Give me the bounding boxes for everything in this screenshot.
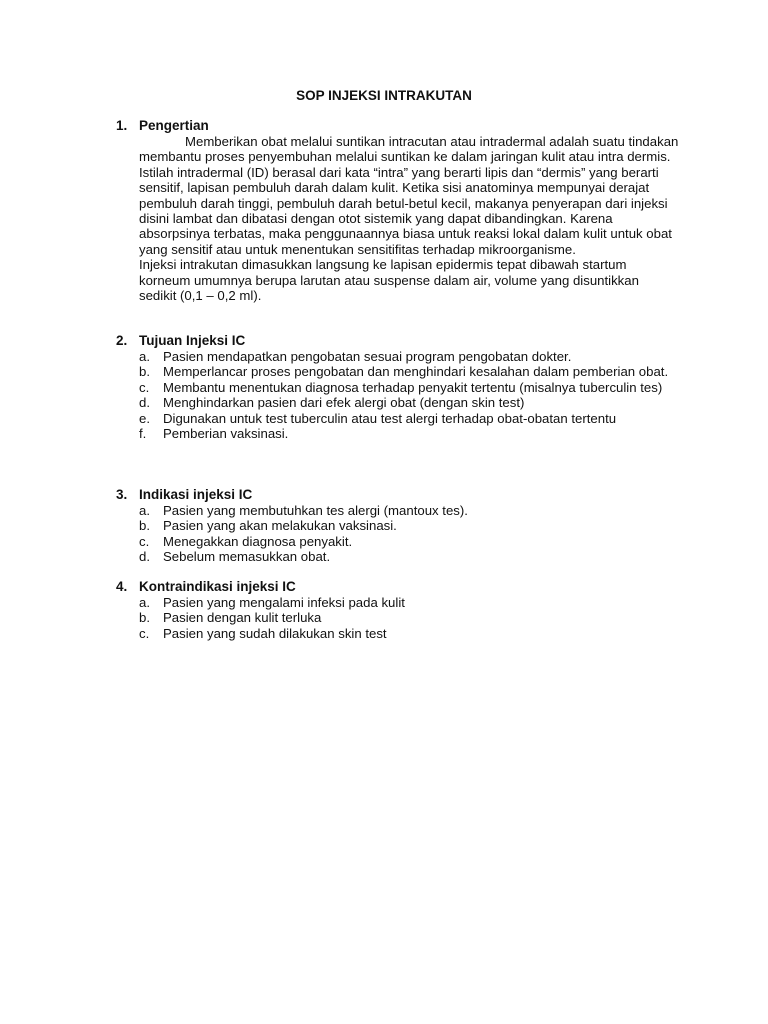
- section-body: [139, 134, 679, 303]
- section-number: 4.: [116, 579, 128, 594]
- list-item-text: Pasien yang mengalami infeksi pada kulit: [163, 595, 405, 610]
- section-title: Kontraindikasi injeksi IC: [139, 579, 296, 594]
- section-tujuan: [116, 333, 686, 441]
- list-item-text: Pasien dengan kulit terluka: [163, 610, 322, 626]
- section-kontraindikasi: [116, 579, 686, 641]
- list-item: [139, 380, 684, 395]
- list-item: [139, 349, 684, 364]
- list-marker: c.: [139, 625, 150, 641]
- list-marker: d.: [139, 549, 150, 565]
- list-item-text: Pasien yang membutuhkan tes alergi (mantoux tes).: [163, 503, 468, 518]
- list-item: [139, 411, 684, 426]
- paragraph: Injeksi intrakutan dimasukkan langsung ke lapisan epidermis tepat dibawah startum korneum umumnya berupa larutan atau suspense dalam air, volume yang disuntikkan sedikit (0,1 – 0,2 ml).: [139, 257, 639, 304]
- list-marker: a.: [139, 503, 150, 518]
- list-marker: c.: [139, 533, 150, 549]
- section-indikasi: [116, 487, 686, 565]
- document-title: SOP INJEKSI INTRAKUTAN: [296, 88, 472, 103]
- section-title: Tujuan Injeksi IC: [139, 333, 246, 348]
- list-marker: a.: [139, 595, 150, 610]
- list-item-text: Digunakan untuk test tuberculin atau test alergi terhadap obat-obatan tertentu: [163, 410, 617, 426]
- section-heading: [116, 487, 686, 503]
- list-marker: c.: [139, 379, 150, 395]
- list-item-text: Membantu menentukan diagnosa terhadap penyakit tertentu (misalnya tuberculin tes): [163, 379, 663, 395]
- list-marker: b.: [139, 610, 150, 626]
- list-marker: d.: [139, 395, 150, 411]
- list-item: [139, 518, 684, 533]
- list-marker: a.: [139, 349, 150, 364]
- paragraph: Memberikan obat melalui suntikan intracutan atau intradermal adalah suatu tindakan membantu proses penyembuhan melalui suntikan ke dalam jaringan kulit atau intra dermis. Istilah intradermal (ID) berasal dari kata “intra” yang berarti lipis dan “dermis” yang berarti sensitif, lapisan pembuluh darah dalam kulit. Ketika sisi anatominya mempunyai derajat pembuluh darah tinggi, pembuluh darah betul-betul kecil, makanya penyerapan dari injeksi disini lambat dan dibatasi dengan otot sistemik yang dapat dibandingkan. Karena absorpsinya terbatas, maka penggunaannya biasa untuk reaksi lokal dalam kulit untuk obat yang sensitif atau untuk menentukan sensitifitas terhadap mikroorganisme.: [139, 134, 679, 257]
- section-number: 3.: [116, 487, 128, 502]
- section-heading: [116, 579, 686, 595]
- section-pengertian: [116, 118, 686, 303]
- list-item: [139, 610, 684, 625]
- list-item-text: Pasien mendapatkan pengobatan sesuai program pengobatan dokter.: [163, 349, 572, 364]
- list-item: [139, 364, 684, 379]
- list-item: [139, 595, 684, 610]
- list-item-text: Menegakkan diagnosa penyakit.: [163, 533, 353, 549]
- list-item-text: Sebelum memasukkan obat.: [163, 549, 331, 565]
- list-marker: e.: [139, 410, 150, 426]
- list: [139, 349, 684, 441]
- list-item: [139, 395, 684, 410]
- list-item: [139, 426, 684, 441]
- section-title: Pengertian: [139, 118, 209, 133]
- list-item: [139, 534, 684, 549]
- list-item-text: Pasien yang sudah dilakukan skin test: [163, 625, 387, 641]
- list-item-text: Pemberian vaksinasi.: [163, 426, 289, 442]
- section-title: Indikasi injeksi IC: [139, 487, 253, 502]
- list-item: [139, 626, 684, 641]
- list-item-text: Menghindarkan pasien dari efek alergi obat (dengan skin test): [163, 395, 525, 411]
- list: [139, 595, 684, 641]
- section-heading: [116, 333, 686, 349]
- list-marker: b.: [139, 518, 150, 534]
- section-number: 1.: [116, 118, 128, 133]
- section-number: 2.: [116, 333, 128, 348]
- list-item: [139, 549, 684, 564]
- list-item: [139, 503, 684, 518]
- list-marker: f.: [139, 426, 147, 442]
- list: [139, 503, 684, 565]
- list-item-text: Memperlancar proses pengobatan dan menghindari kesalahan dalam pemberian obat.: [163, 364, 669, 380]
- list-item-text: Pasien yang akan melakukan vaksinasi.: [163, 518, 397, 534]
- section-heading: [116, 118, 686, 134]
- list-marker: b.: [139, 364, 150, 380]
